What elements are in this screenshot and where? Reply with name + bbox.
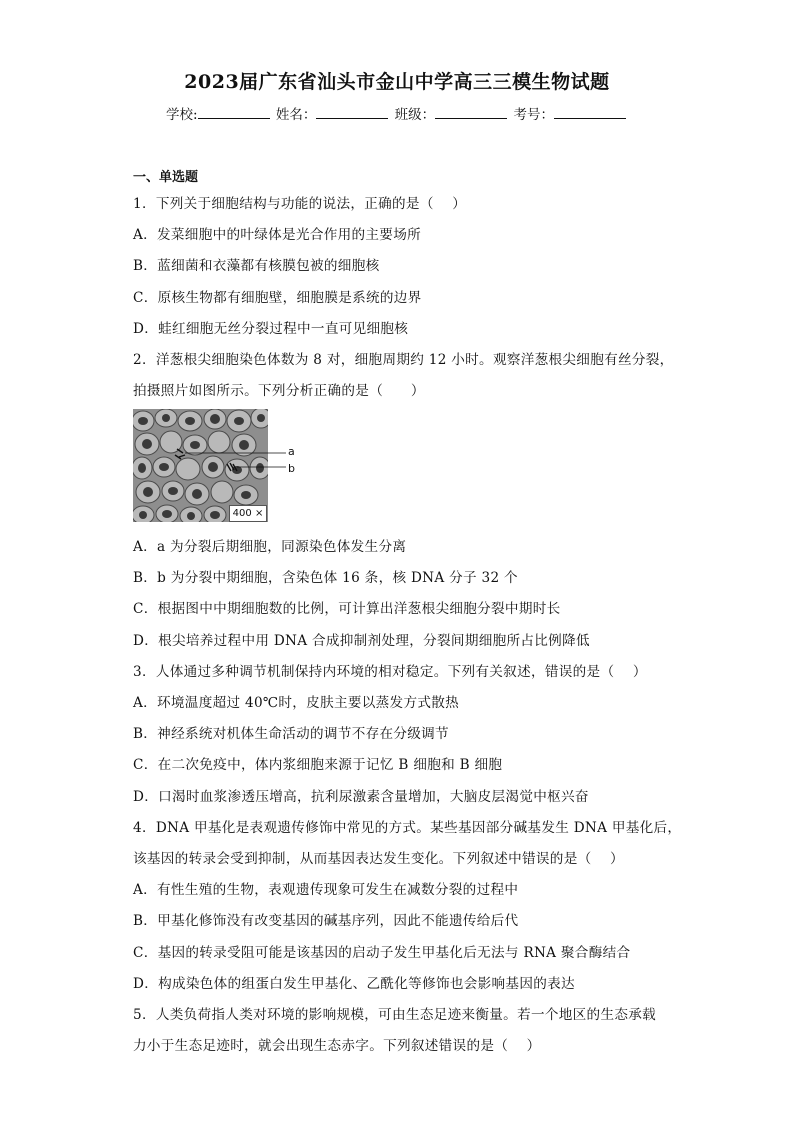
q5-stem-line2: 力小于生态足迹时，就会出现生态赤字。下列叙述错误的是（ ） xyxy=(133,1038,541,1054)
q3-option-c: C．在二次免疫中，体内浆细胞来源于记忆 B 细胞和 B 细胞 xyxy=(133,757,503,773)
q2-option-d: D．根尖培养过程中用 DNA 合成抑制剂处理，分裂间期细胞所占比例降低 xyxy=(133,633,590,649)
name-label: 姓名： xyxy=(275,107,317,123)
q5-stem-line1: 5．人类负荷指人类对环境的影响规模，可由生态足迹来衡量。若一个地区的生态承载 xyxy=(133,1007,657,1023)
exam-title: 2023届广东省汕头市金山中学高三三模生物试题 xyxy=(184,71,610,93)
q3-option-a: A．环境温度超过 40℃时，皮肤主要以蒸发方式散热 xyxy=(133,695,460,711)
q1-stem: 1．下列关于细胞结构与功能的说法，正确的是（ ） xyxy=(133,196,467,212)
q1-option-c: C．原核生物都有细胞壁，细胞膜是系统的边界 xyxy=(133,290,422,306)
q1-option-d: D．蛙红细胞无丝分裂过程中一直可见细胞核 xyxy=(133,321,409,337)
name-blank[interactable] xyxy=(316,105,388,119)
q4-option-d: D．构成染色体的组蛋白发生甲基化、乙酰化等修饰也会影响基因的表达 xyxy=(133,976,575,992)
school-blank[interactable] xyxy=(198,105,270,119)
school-label: 学校: xyxy=(166,107,198,123)
q1-option-a: A．发菜细胞中的叶绿体是光合作用的主要场所 xyxy=(133,227,421,243)
q4-option-a: A．有性生殖的生物，表观遗传现象可发生在减数分裂的过程中 xyxy=(133,882,519,898)
q4-option-b: B．甲基化修饰没有改变基因的碱基序列，因此不能遗传给后代 xyxy=(133,913,519,929)
figure-label-b: b xyxy=(288,462,295,475)
q2-option-c: C．根据图中中期细胞数的比例，可计算出洋葱根尖细胞分裂中期时长 xyxy=(133,601,561,617)
q3-option-d: D．口渴时血浆渗透压增高，抗利尿激素含量增加，大脑皮层渴觉中枢兴奋 xyxy=(133,789,589,805)
id-blank[interactable] xyxy=(554,105,626,119)
figure-label-a: a xyxy=(288,445,295,458)
q3-stem: 3．人体通过多种调节机制保持内环境的相对稳定。下列有关叙述，错误的是（ ） xyxy=(133,664,647,680)
q4-stem-line1: 4．DNA 甲基化是表观遗传修饰中常见的方式。某些基因部分碱基发生 DNA 甲基化后， xyxy=(133,820,682,836)
q3-option-b: B．神经系统对机体生命活动的调节不存在分级调节 xyxy=(133,726,449,742)
class-label: 班级： xyxy=(394,107,436,123)
q2-option-b: B．b 为分裂中期细胞，含染色体 16 条，核 DNA 分子 32 个 xyxy=(133,570,518,586)
q1-option-b: B．蓝细菌和衣藻都有核膜包被的细胞核 xyxy=(133,258,380,274)
student-info-line xyxy=(0,103,794,123)
section-heading: 一、单选题 xyxy=(133,170,199,185)
q2-stem-line1: 2．洋葱根尖细胞染色体数为 8 对，细胞周期约 12 小时。观察洋葱根尖细胞有丝分裂， xyxy=(133,352,674,368)
q2-stem-line2: 拍摄照片如图所示。下列分析正确的是（ ） xyxy=(133,383,425,399)
q2-option-a: A．a 为分裂后期细胞，同源染色体发生分离 xyxy=(133,539,407,555)
q4-option-c: C．基因的转录受阻可能是该基因的启动子发生甲基化后无法与 RNA 聚合酶结合 xyxy=(133,945,631,961)
q4-stem-line2: 该基因的转录会受到抑制，从而基因表达发生变化。下列叙述中错误的是（ ） xyxy=(133,851,624,867)
figure-pointer-lines xyxy=(268,452,288,472)
class-blank[interactable] xyxy=(435,105,507,119)
magnification-label: 400 × xyxy=(229,505,267,522)
id-label: 考号： xyxy=(513,107,554,123)
